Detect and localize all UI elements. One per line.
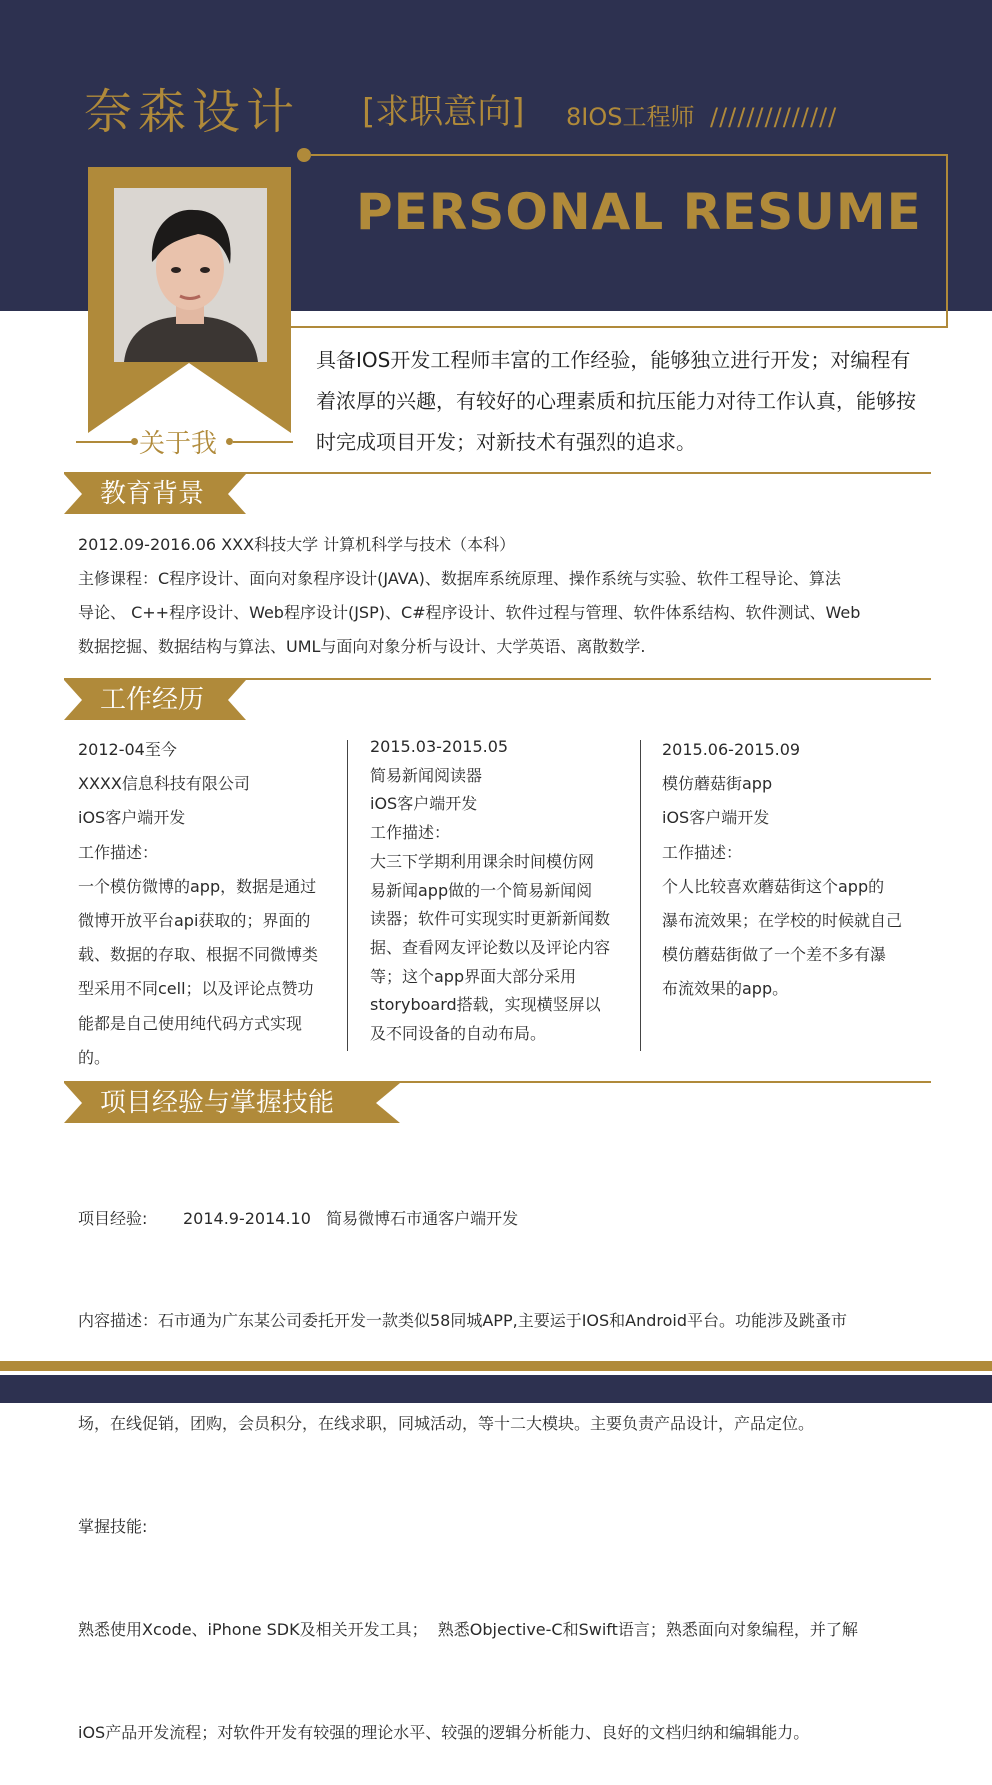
about-text xyxy=(316,340,936,463)
work-line: 工作描述： xyxy=(78,842,159,862)
column-divider xyxy=(640,740,641,1051)
work-line: 易新闻app做的一个简易新闻阅 xyxy=(370,880,593,900)
work-line: iOS客户端开发 xyxy=(662,808,770,828)
brand-name: 奈森设计 xyxy=(84,84,301,140)
work-line: 及不同设备的自动布局。 xyxy=(370,1024,547,1044)
job-intent-label: [求职意向] xyxy=(362,92,525,132)
education-title: 教育背景 xyxy=(100,479,205,509)
projects-line: 熟悉使用Xcode、iPhone SDK及相关开发工具； 熟悉Objective-C和Swift语言；熟悉面向对象编程，并了解 xyxy=(78,1620,858,1640)
work-line: 2012-04至今 xyxy=(78,740,177,759)
person-avatar-icon xyxy=(114,188,267,362)
frame-bottom-line xyxy=(290,326,948,328)
work-line: 个人比较喜欢蘑菇街这个app的 xyxy=(662,876,885,896)
work-line: iOS客户端开发 xyxy=(78,808,186,828)
work-line: 读器；软件可实现实时更新新闻数 xyxy=(370,909,611,929)
education-line: 主修课程：C程序设计、面向对象程序设计(JAVA)、数据库系统原理、操作系统与实验、软件工程导论、算法 xyxy=(78,569,841,588)
job-position: 8IOS工程师 xyxy=(566,103,695,131)
work-line: 据、查看网友评论数以及评论内容 xyxy=(370,937,611,957)
work-title: 工作经历 xyxy=(100,685,205,715)
about-divider-right xyxy=(233,441,293,443)
education-body xyxy=(78,528,860,664)
work-line: 工作描述： xyxy=(662,842,743,862)
work-line: 等；这个app界面大部分采用 xyxy=(370,966,577,986)
work-line: 载、数据的存取、根据不同微博类 xyxy=(78,945,319,965)
work-line: 的。 xyxy=(78,1047,111,1067)
decorative-slashes: ////////////// xyxy=(710,103,838,131)
education-line: 2012.09-2016.06 XXX科技大学 计算机科学与技术（本科） xyxy=(78,535,516,554)
projects-line: 项目经验: 2014.9-2014.10 简易微博石市通客户端开发 xyxy=(78,1208,519,1228)
footer-gold-band xyxy=(0,1361,992,1371)
projects-line: iOS产品开发流程；对软件开发有较强的理论水平、较强的逻辑分析能力、良好的文档归纳和编辑能力。 xyxy=(78,1723,810,1743)
work-line: 2015.03-2015.05 xyxy=(370,737,509,756)
work-column-1 xyxy=(78,733,318,1075)
about-label: 关于我 xyxy=(139,429,218,459)
about-line: 着浓厚的兴趣，有较好的心理素质和抗压能力对待工作认真，能够按 xyxy=(316,389,916,413)
work-line: 一个模仿微博的app，数据是通过 xyxy=(78,876,317,896)
about-line: 具备IOS开发工程师丰富的工作经验，能够独立进行开发；对编程有 xyxy=(316,348,911,372)
education-line: 导论、 C++程序设计、Web程序设计(JSP)、C#程序设计、软件过程与管理、软件体系结构、软件测试、Web xyxy=(78,603,861,622)
projects-line: 掌握技能: xyxy=(78,1517,148,1537)
work-line: 工作描述： xyxy=(370,823,451,843)
work-line: 2015.06-2015.09 xyxy=(662,740,801,759)
about-dot-right xyxy=(226,438,233,445)
about-divider-left xyxy=(76,441,136,443)
profile-photo xyxy=(114,188,267,362)
about-dot-left xyxy=(131,438,138,445)
work-column-2 xyxy=(370,733,610,1049)
work-line: 模仿蘑菇街app xyxy=(662,774,773,794)
work-line: iOS客户端开发 xyxy=(370,794,478,814)
work-line: XXXX信息科技有限公司 xyxy=(78,774,250,794)
projects-body xyxy=(78,1133,858,1785)
projects-line: 场，在线促销，团购，会员积分，在线求职，同城活动，等十二大模块。主要负责产品设计，产品定位。 xyxy=(78,1414,815,1434)
work-line: 瀑布流效果；在学校的时候就自己 xyxy=(662,911,903,931)
work-line: storyboard搭载，实现横竖屏以 xyxy=(370,995,601,1015)
work-line: 大三下学期利用课余时间模仿网 xyxy=(370,851,595,871)
work-line: 型采用不同cell；以及评论点赞功 xyxy=(78,979,314,999)
work-line: 微博开放平台api获取的；界面的 xyxy=(78,911,311,931)
resume-title: PERSONAL RESUME xyxy=(356,183,922,241)
projects-title: 项目经验与掌握技能 xyxy=(100,1088,335,1118)
work-line: 布流效果的app。 xyxy=(662,979,789,999)
footer-navy-band xyxy=(0,1375,992,1403)
frame-right-line xyxy=(946,154,948,328)
education-line: 数据挖掘、数据结构与算法、UML与面向对象分析与设计、大学英语、离散数学. xyxy=(78,637,646,656)
frame-top-line xyxy=(311,154,948,156)
work-line: 模仿蘑菇街做了一个差不多有瀑 xyxy=(662,945,887,965)
work-line: 能都是自己使用纯代码方式实现 xyxy=(78,1013,303,1033)
work-line: 简易新闻阅读器 xyxy=(370,765,483,785)
frame-dot xyxy=(297,148,311,162)
column-divider xyxy=(347,740,348,1051)
work-column-3 xyxy=(662,733,902,1007)
about-line: 时完成项目开发；对新技术有强烈的追求。 xyxy=(316,430,696,454)
projects-line: 内容描述：石市通为广东某公司委托开发一款类似58同城APP,主要运于IOS和Android平台。功能涉及跳蚤市 xyxy=(78,1311,848,1331)
